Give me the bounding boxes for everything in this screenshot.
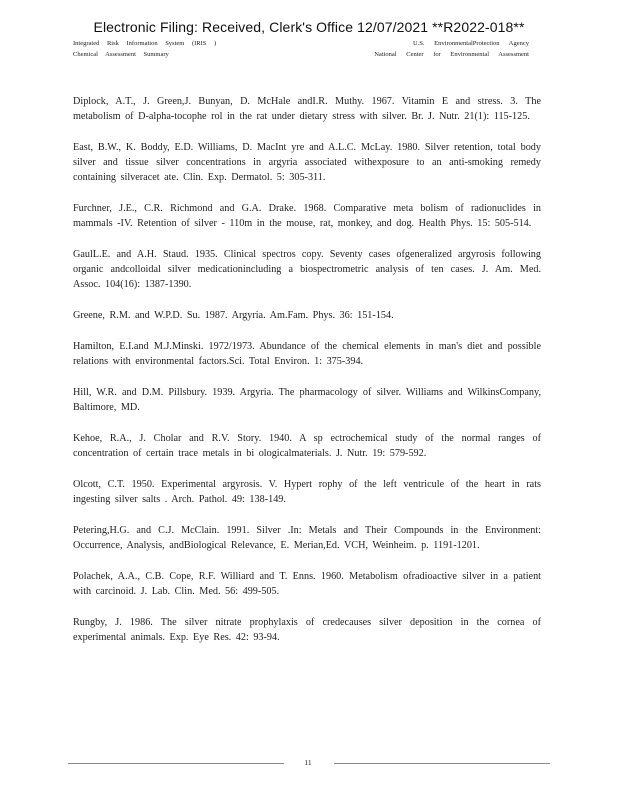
reference-entry: Furchner, J.E., C.R. Richmond and G.A. Drake. 1968. Comparative meta bolism of radionuclides in mammals -IV. Retention of silver - 110m in the mouse, rat, monkey, and dog. Health Phys. 15: 505-514. xyxy=(73,203,541,229)
header-center: National Center for Environmental Assessment xyxy=(374,51,529,58)
doc-header-right xyxy=(374,38,529,60)
reference-entry: Polachek, A.A., C.B. Cope, R.F. Williard and T. Enns. 1960. Metabolism ofradioactive silver in a patient with carcinoid. J. Lab. Clin. Med. 56: 499-505. xyxy=(73,571,541,597)
reference-entry: East, B.W., K. Boddy, E.D. Williams, D. MacInt yre and A.L.C. McLay. 1980. Silver retention, total body silver and tissue silver concentrations in argyria associated withexposure to an anti-smoking remedy containing silveracet ate. Clin. Exp. Dermatol. 5: 305-311. xyxy=(73,142,541,183)
page-number: 11 xyxy=(304,758,312,767)
reference-entry: Diplock, A.T., J. Green,J. Bunyan, D. McHale andI.R. Muthy. 1967. Vitamin E and stress. 3. The metabolism of D-alpha-tocophe rol in the rat under dietary stress with silver. Br. J. Nutr. 21(1): 115-125. xyxy=(73,96,541,122)
reference-entry: Kehoe, R.A., J. Cholar and R.V. Story. 1940. A sp ectrochemical study of the normal ranges of concentration of certain trace metals in bi ologicalmaterials. J. Nutr. 19: 579-592. xyxy=(73,433,541,459)
reference-entry: Olcott, C.T. 1950. Experimental argyrosis. V. Hypert rophy of the left ventricule of the heart in rats ingesting silver salts . Arch. Pathol. 49: 138-149. xyxy=(73,479,541,505)
header-doc-type: Chemical Assessment Summary xyxy=(73,51,169,58)
footer-rule-right xyxy=(334,763,550,764)
header-program-name: Integrated Risk Information System (IRIS ) xyxy=(73,40,217,47)
reference-entry: Rungby, J. 1986. The silver nitrate prophylaxis of credecauses silver deposition in the cornea of experimental animals. Exp. Eye Res. 42: 93-94. xyxy=(73,617,541,643)
reference-list xyxy=(73,94,541,661)
header-agency: U.S. EnvironmentalProtection Agency xyxy=(412,40,529,47)
reference-entry: GaulL.E. and A.H. Staud. 1935. Clinical spectros copy. Seventy cases ofgeneralized argyrosis following organic andcolloidal silver medicationincluding a biospectrometric analysis of ten cases. J. Am. Med. Assoc. 104(16): 1387-1390. xyxy=(73,249,541,290)
reference-entry: Greene, R.M. and W.P.D. Su. 1987. Argyria. Am.Fam. Phys. 36: 151-154. xyxy=(73,310,394,321)
reference-entry: Hamilton, E.I.and M.J.Minski. 1972/1973. Abundance of the chemical elements in man's diet and possible relations with environmental factors.Sci. Total Environ. 1: 375-394. xyxy=(73,341,541,367)
filing-stamp: Electronic Filing: Received, Clerk's Office 12/07/2021 **R2022-018** xyxy=(93,19,525,35)
doc-header-left xyxy=(73,38,216,60)
reference-entry: Hill, W.R. and D.M. Pillsbury. 1939. Argyria. The pharmacology of silver. Williams and WilkinsCompany, Baltimore, MD. xyxy=(73,387,541,413)
footer-rule-left xyxy=(68,763,284,764)
reference-entry: Petering,H.G. and C.J. McClain. 1991. Silver .In: Metals and Their Compounds in the Environment: Occurrence, Analysis, andBiological Relevance, E. Merian,Ed. VCH, Weinheim. p. 1191-1201. xyxy=(73,525,541,551)
